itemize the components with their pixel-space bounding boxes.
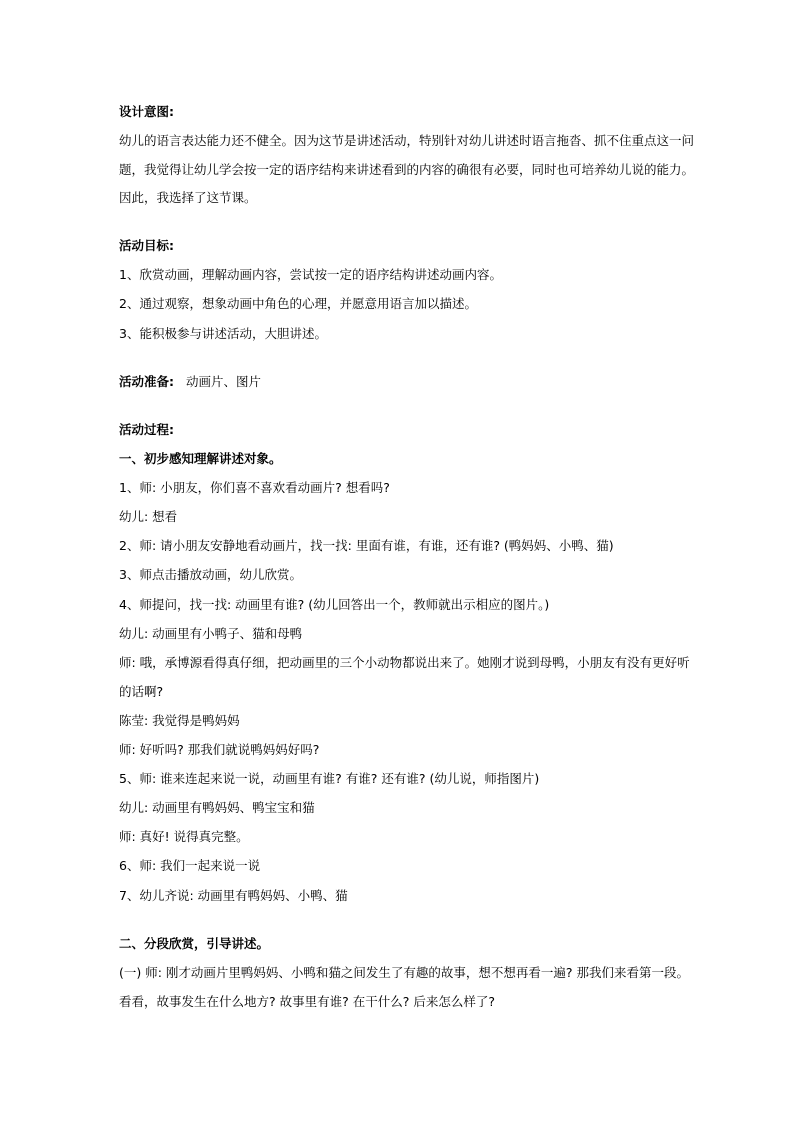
design-paragraph-line-3: 因此，我选择了这节课。 [119, 190, 257, 205]
design-paragraph-line-1: 幼儿的语言表达能力还不健全。因为这节是讲述活动，特别针对幼儿讲述时语言拖沓、抓不住重点这一问 [119, 133, 695, 148]
section-2-heading: 二、分段欣赏，引导讲述。 [119, 936, 270, 951]
process-line-13: 师: 真好! 说得真完整。 [119, 829, 249, 844]
goals-heading: 活动目标: [119, 238, 174, 253]
process-line-1: 1、师: 小朋友，你们喜不喜欢看动画片? 想看吗? [119, 480, 390, 495]
process-line-2: 幼儿: 想看 [119, 509, 178, 524]
goal-item-3: 3、能积极参与讲述活动，大胆讲述。 [119, 326, 327, 341]
process-line-9: 陈莹: 我觉得是鸭妈妈 [119, 713, 240, 728]
process-line-4: 3、师点击播放动画，幼儿欣赏。 [119, 567, 302, 582]
process-line-3: 2、师: 请小朋友安静地看动画片，找一找: 里面有谁，有谁，还有谁? (鸭妈妈、小鸭、猫) [119, 538, 614, 553]
process-heading: 活动过程: [119, 422, 174, 437]
process-line-7: 师: 哦，承博源看得真仔细，把动画里的三个小动物都说出来了。她刚才说到母鸭，小朋友有没有更好听 [119, 655, 690, 670]
design-paragraph-line-2: 题，我觉得让幼儿学会按一定的语序结构来讲述看到的内容的确很有必要，同时也可培养幼儿说的能力。 [119, 162, 695, 177]
goal-item-1: 1、欣赏动画，理解动画内容，尝试按一定的语序结构讲述动画内容。 [119, 267, 502, 282]
goal-item-2: 2、通过观察，想象动画中角色的心理，并愿意用语言加以描述。 [119, 296, 477, 311]
process-line-12: 幼儿: 动画里有鸭妈妈、鸭宝宝和猫 [119, 800, 315, 815]
process-line-15: 7、幼儿齐说: 动画里有鸭妈妈、小鸭、猫 [119, 888, 348, 903]
process-line-14: 6、师: 我们一起来说一说 [119, 858, 261, 873]
prep-heading: 活动准备: [119, 374, 174, 389]
prep-text: 动画片、图片 [185, 374, 261, 389]
process-line-16: (一) 师: 刚才动画片里鸭妈妈、小鸭和猫之间发生了有趣的故事，想不想再看一遍? 那我们来看第一段。 [119, 965, 690, 980]
prep-line [119, 374, 261, 390]
section-1-heading: 一、初步感知理解讲述对象。 [119, 451, 282, 466]
process-line-5: 4、师提问，找一找: 动画里有谁? (幼儿回答出一个，教师就出示相应的图片。) [119, 597, 550, 612]
process-line-17: 看看，故事发生在什么地方? 故事里有谁? 在干什么? 后来怎么样了? [119, 994, 495, 1009]
design-heading: 设计意图: [119, 104, 174, 119]
process-line-11: 5、师: 谁来连起来说一说，动画里有谁? 有谁? 还有谁? (幼儿说，师指图片) [119, 771, 540, 786]
process-line-10: 师: 好听吗? 那我们就说鸭妈妈好吗? [119, 742, 320, 757]
process-line-8: 的话啊? [119, 684, 164, 699]
process-line-6: 幼儿: 动画里有小鸭子、猫和母鸭 [119, 626, 303, 641]
